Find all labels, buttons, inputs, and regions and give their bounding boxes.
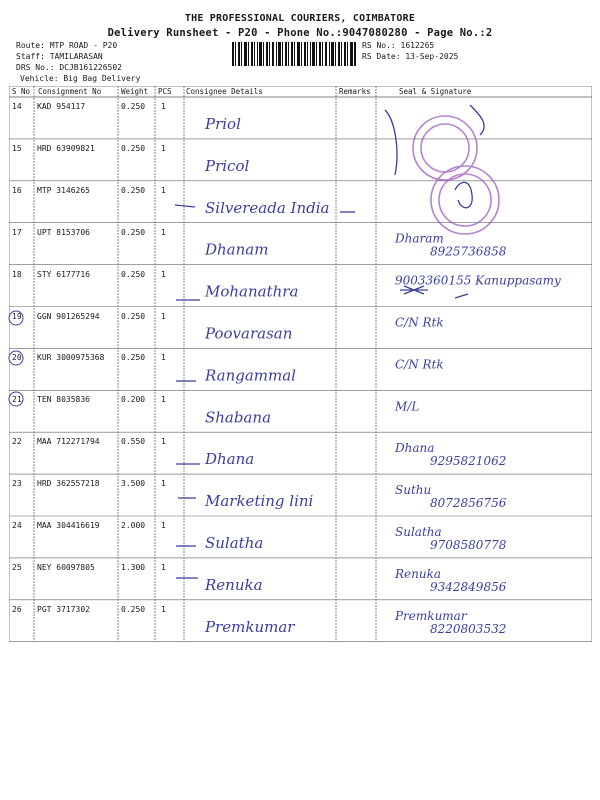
handwritten-consignee: Renuka [205, 575, 263, 594]
cell-weight: 0.250 [121, 227, 146, 237]
cell-pcs: 1 [161, 479, 166, 489]
cell-consignment: NEY 60097805 [37, 562, 95, 572]
table-grid [9, 86, 592, 642]
handwritten-consignee: Mohanathra [205, 282, 299, 301]
cell-weight: 0.200 [121, 395, 146, 405]
handwritten-consignee: Sulatha [205, 534, 264, 552]
cell-weight: 0.250 [121, 353, 146, 363]
cell-weight: 0.250 [121, 143, 146, 153]
cell-pcs: 1 [161, 102, 166, 111]
cell-sno: 23 [12, 479, 22, 489]
handwritten-consignee: Rangammal [205, 366, 296, 385]
cell-pcs: 1 [161, 562, 166, 572]
handwritten-signature: 9003360155 Kanuppasamy [395, 273, 561, 288]
handwritten-consignee: Shabana [205, 408, 272, 427]
runsheet-subtitle: Delivery Runsheet - P20 - Phone No.:9047080280 - Page No.:2 [107, 27, 493, 39]
runsheet-table [9, 86, 592, 642]
cell-sno: 24 [12, 521, 22, 530]
drs-number: DRS No.: DCJB161226502 [16, 63, 122, 72]
handwritten-consignee: Premkumar [205, 617, 295, 636]
cell-pcs: 1 [161, 437, 166, 447]
cell-consignment: UPT 8153706 [37, 227, 90, 237]
staff-label: Staff: TAMILARASAN [16, 52, 103, 61]
handwritten-consignee: Priol [205, 115, 241, 133]
handwritten-signature: M/L [395, 399, 420, 414]
handwritten-consignee: Dhana [205, 450, 255, 469]
cell-sno: 20 [12, 353, 22, 363]
cell-pcs: 1 [161, 227, 166, 237]
cell-pcs: 1 [161, 521, 166, 530]
runsheet-meta-right [362, 40, 458, 62]
rs-date: RS Date: 13-Sep-2025 [362, 52, 459, 61]
cell-weight: 2.000 [121, 521, 146, 530]
col-header-consignment: Consignment No [38, 87, 102, 96]
handwritten-consignee: Poovarasan [205, 324, 293, 343]
cell-consignment: MTP 3146265 [37, 185, 90, 195]
cell-sno: 15 [12, 143, 22, 153]
cell-pcs: 1 [161, 604, 166, 614]
cell-weight: 0.550 [121, 437, 146, 447]
vehicle-label: Vehicle: Big Bag Delivery [20, 74, 141, 83]
col-header-pcs: PCS [158, 87, 172, 96]
cell-consignment: KUR 3000975368 [37, 353, 105, 363]
col-header-weight: Weight [121, 87, 149, 96]
handwritten-consignee: Marketing lini [205, 492, 314, 511]
cell-consignment: STY 6177716 [37, 269, 90, 279]
cell-consignment: TEN 8035836 [37, 395, 90, 405]
cell-sno: 26 [12, 604, 22, 614]
cell-weight: 0.250 [121, 269, 146, 279]
cell-consignment: PGT 3717302 [37, 604, 90, 614]
cell-consignment: KAD 954117 [37, 102, 86, 111]
cell-weight: 0.250 [121, 604, 146, 614]
cell-consignment: HRD 63909821 [37, 143, 95, 153]
cell-sno: 16 [12, 185, 22, 195]
cell-sno: 17 [12, 227, 22, 237]
route-label: Route: MTP ROAD - P20 [16, 41, 118, 50]
handwritten-signature: Renuka 9342849856 [395, 566, 507, 594]
cell-weight: 3.500 [121, 479, 146, 489]
cell-consignment: MAA 712271794 [37, 437, 100, 447]
handwritten-signature: Dhana 9295821062 [395, 441, 507, 469]
cell-weight: 0.250 [121, 185, 146, 195]
barcode-image [232, 42, 356, 66]
cell-sno: 14 [12, 102, 22, 111]
handwritten-signature: Sulatha 9708580778 [395, 525, 507, 552]
cell-pcs: 1 [161, 311, 166, 321]
company-title: THE PROFESSIONAL COURIERS, COIMBATORE [184, 13, 416, 24]
cell-sno: 19 [12, 311, 22, 321]
handwritten-signature: Suthu 8072856756 [395, 483, 507, 511]
col-header-sno: S No [12, 87, 31, 96]
cell-sno: 18 [12, 269, 22, 279]
col-header-remarks: Remarks [339, 87, 371, 96]
cell-consignment: MAA 304416619 [37, 521, 100, 530]
rs-number: RS No.: 1612265 [362, 41, 435, 50]
handwritten-consignee: Dhanam [205, 240, 269, 259]
cell-pcs: 1 [161, 395, 166, 405]
cell-weight: 0.250 [121, 311, 146, 321]
cell-pcs: 1 [161, 185, 166, 195]
col-header-consignee: Consignee Details [186, 87, 263, 96]
cell-consignment: HRD 362557218 [37, 479, 100, 489]
cell-weight: 1.300 [121, 562, 146, 572]
cell-sno: 21 [12, 395, 22, 405]
runsheet-meta-left [16, 40, 140, 84]
handwritten-signature: Premkumar 8220803532 [395, 608, 507, 636]
cell-consignment: GGN 901265294 [37, 311, 100, 321]
cell-weight: 0.250 [121, 102, 146, 111]
handwritten-signature: Dharam 8925736858 [395, 231, 507, 259]
cell-sno: 22 [12, 437, 22, 447]
handwritten-signature: C/N Rtk [395, 315, 444, 330]
cell-sno: 25 [12, 562, 22, 572]
cell-pcs: 1 [161, 269, 166, 279]
handwritten-signature: C/N Rtk [395, 357, 444, 372]
handwritten-consignee: Pricol [205, 156, 250, 175]
handwritten-consignee: Silvereada India [205, 198, 330, 217]
cell-pcs: 1 [161, 143, 166, 153]
col-header-seal: Seal & Signature [399, 87, 472, 96]
cell-pcs: 1 [161, 353, 166, 363]
